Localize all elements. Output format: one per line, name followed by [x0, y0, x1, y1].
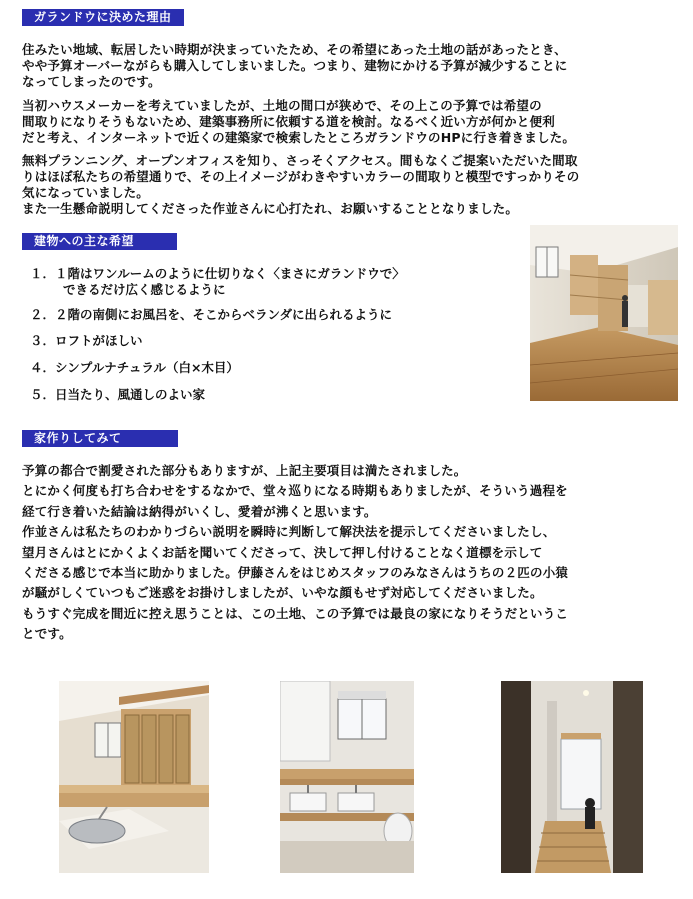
text-line: やや予算オーバーながらも購入してしまいました。つまり、建物にかける予算が減少することに: [22, 58, 568, 73]
section-heading-wishes: 建物への主な希望: [22, 233, 177, 250]
text-line: また一生懸命説明してくださった作並さんに心打たれ、お願いすることとなりました。: [22, 201, 519, 216]
list-item: [30, 333, 143, 349]
text-line: りはほぼ私たちの希望通りで、その上イメージがわきやすいカラーの間取りと模型ですっかりその: [22, 169, 580, 184]
paragraph-experience: [22, 461, 568, 645]
section-heading-experience: 家作りしてみて: [22, 430, 178, 447]
text-line: とです。: [22, 626, 72, 642]
text-line: 気になっていました。: [22, 185, 150, 200]
text-line: だと考え、インターネットで近くの建築家で検索したところガランドウのHPに行き着きました。: [22, 130, 576, 145]
list-item: [30, 387, 205, 403]
living-room-photo: [530, 225, 678, 401]
text-line: が騒がしくていつもご迷惑をお掛けしましたが、いやな顔もせず対応してくださいました。: [22, 585, 543, 601]
list-item: [30, 266, 405, 298]
washroom-photo: [280, 681, 414, 873]
stairwell-photo: [501, 681, 643, 873]
text-line: 当初ハウスメーカーを考えていましたが、土地の間口が狭めで、その上この予算では希望の: [22, 98, 542, 113]
text-line: 住みたい地域、転居したい時期が決まっていたため、その希望にあった土地の話があったとき、: [22, 42, 567, 57]
text-line: 望月さんはとにかくよくお話を聞いてくださって、決して押し付けることなく道標を示して: [22, 544, 543, 560]
text-line: もうすぐ完成を間近に控え思うことは、この土地、この予算では最良の家になりそうだというこ: [22, 605, 569, 621]
list-item-text-continued: できるだけ広く感じるように: [63, 282, 226, 297]
section-heading-reasons: ガランドウに決めた理由: [22, 9, 184, 26]
list-item-text: ５．日当たり、風通しのよい家: [30, 387, 206, 402]
list-item: [30, 360, 239, 376]
text-line: 予算の都合で割愛された部分もありますが、上記主要項目は満たされました。: [22, 463, 467, 478]
kitchen-photo: [59, 681, 209, 873]
paragraph-reasons-3: [22, 153, 579, 217]
list-item: [30, 307, 392, 323]
text-line: なってしまったのです。: [22, 74, 161, 89]
list-item-text: １．１階はワンルームのように仕切りなく〈まさにガランドウで〉: [30, 266, 405, 281]
list-item-text: ２．２階の南側にお風呂を、そこからベランダに出られるように: [30, 307, 393, 322]
text-line: くださる感じで本当に助かりました。伊藤さんをはじめスタッフのみなさんはうちの２匹の小猿: [22, 565, 569, 581]
text-line: 無料プランニング、オープンオフィスを知り、さっそくアクセス。間もなくご提案いただいた間取: [22, 153, 578, 168]
paragraph-reasons-2: [22, 98, 575, 146]
text-line: 作並さんは私たちのわかりづらい説明を瞬時に判断して解決法を提示してくださいましたし、: [22, 524, 556, 540]
text-line: 間取りになりそうもないため、建築事務所に依頼する道を検討。なるべく近い方が何かと便利: [22, 114, 555, 129]
text-line: とにかく何度も打ち合わせをするなかで、堂々巡りになる時期もありましたが、そういう過程を: [22, 483, 568, 499]
list-item-text: ４．シンプルナチュラル（白×木目）: [30, 360, 239, 375]
text-line: 経て行き着いた結論は納得がいくし、愛着が沸くと思います。: [22, 503, 377, 519]
list-item-text: ３．ロフトがほしい: [30, 333, 143, 348]
paragraph-reasons-1: [22, 42, 567, 90]
